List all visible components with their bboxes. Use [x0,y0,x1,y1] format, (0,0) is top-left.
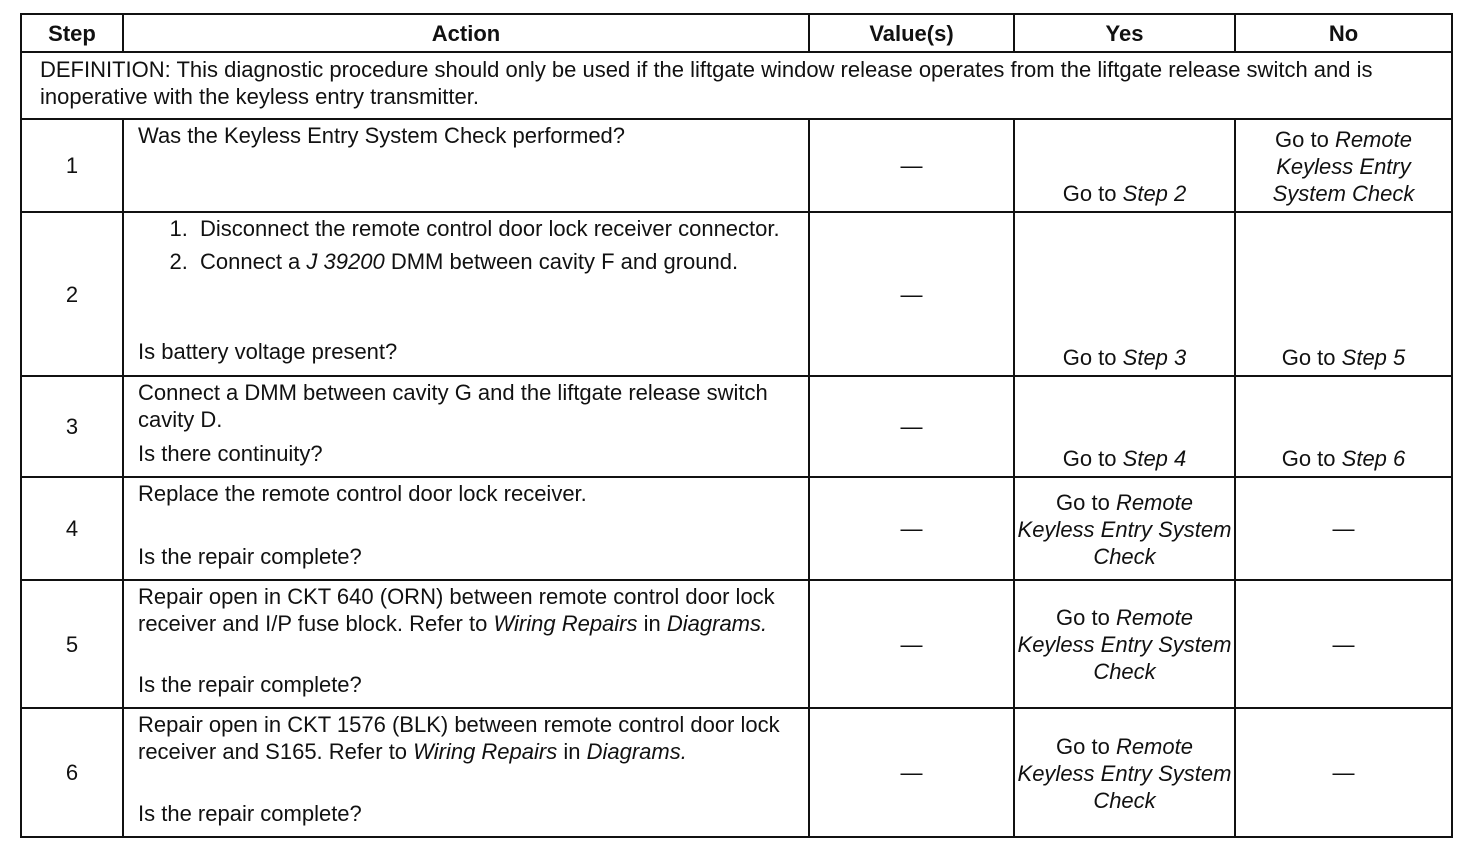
no-cell [1235,212,1452,376]
step-number: 5 [21,580,123,708]
step-number: 4 [21,477,123,580]
action-cell [123,708,809,837]
no-target: Step 5 [1341,345,1406,370]
step-number: 1 [21,119,123,212]
value-cell: — [809,477,1014,580]
wiring-repairs-ref: Wiring Repairs [413,739,558,764]
yes-target: Step 2 [1122,181,1187,206]
substep-text: Connect a [200,249,307,274]
yes-cell [1014,580,1235,708]
no-target: Step 6 [1341,446,1406,471]
substep [194,215,792,242]
yes-cell [1014,477,1235,580]
diagrams-ref: Diagrams. [666,611,768,636]
diagnostic-table [20,13,1453,838]
no-cell: — [1235,580,1452,708]
table-row [21,119,1452,212]
no-cell [1235,119,1452,212]
action-cell [123,119,809,212]
yes-target: Step 3 [1122,345,1187,370]
yes-target: Remote Keyless Entry System Check [1017,605,1232,684]
header-values: Value(s) [809,14,1014,52]
action-text: Repair open in CKT 1576 (BLK) between remote control door lock receiver and S165. Refer to Wiring Repairs in Diagrams. [138,712,780,764]
yes-cell [1014,376,1235,477]
table-row [21,212,1452,376]
yes-cell [1014,119,1235,212]
action-text: Repair open in CKT 640 (ORN) between remote control door lock receiver and I/P fuse block. Refer to Wiring Repairs in Diagrams. [138,584,775,636]
yes-target: Step 4 [1122,446,1187,471]
no-cell [1235,376,1452,477]
go-to-label: Go to [1281,446,1336,471]
go-to-label: Go to [1056,489,1110,515]
wiring-repairs-ref: Wiring Repairs [493,611,638,636]
table-row [21,477,1452,580]
go-to-label: Go to [1062,446,1117,471]
action-text: Replace the remote control door lock receiver. [138,481,587,506]
action-question: Is there continuity? [138,441,323,466]
table-row [21,580,1452,708]
action-text: Was the Keyless Entry System Check performed? [138,123,626,148]
go-to-label: Go to [1056,733,1110,759]
table-row [21,376,1452,477]
step-number: 3 [21,376,123,477]
value-cell: — [809,580,1014,708]
action-cell [123,477,809,580]
step-number: 2 [21,212,123,376]
action-cell [123,212,809,376]
value-cell: — [809,119,1014,212]
action-question: Is the repair complete? [138,672,362,697]
action-question: Is battery voltage present? [138,339,398,364]
tool-name: J 39200 [306,249,385,274]
header-no: No [1235,14,1452,52]
diagrams-ref: Diagrams. [586,739,687,764]
go-to-label: Go to [1275,126,1329,152]
header-row [21,14,1452,52]
definition-text: DEFINITION: This diagnostic procedure should only be used if the liftgate window release operates from the liftgate release switch and is inoperative with the keyless entry transmitter. [21,52,1452,119]
step-number: 6 [21,708,123,837]
table-row [21,708,1452,837]
yes-target: Remote Keyless Entry System Check [1017,489,1232,569]
substep-text: DMM between cavity F and ground. [384,249,739,274]
no-target: Remote Keyless Entry System Check [1272,126,1415,206]
yes-cell [1014,212,1235,376]
yes-target: Remote Keyless Entry System Check [1017,733,1232,813]
action-question: Is the repair complete? [138,801,362,826]
header-step: Step [21,14,123,52]
go-to-label: Go to [1281,345,1336,370]
no-cell: — [1235,477,1452,580]
action-question: Is the repair complete? [138,544,362,569]
header-yes: Yes [1014,14,1235,52]
go-to-label: Go to [1056,605,1110,630]
yes-cell [1014,708,1235,837]
go-to-label: Go to [1062,345,1117,370]
no-cell: — [1235,708,1452,837]
action-cell [123,580,809,708]
go-to-label: Go to [1062,181,1117,206]
substep-text: Disconnect the remote control door lock receiver connector. [200,216,780,241]
substep-list [138,215,792,281]
header-action: Action [123,14,809,52]
substep [194,248,792,275]
definition-row [21,52,1452,119]
value-cell: — [809,376,1014,477]
action-cell [123,376,809,477]
action-text: Connect a DMM between cavity G and the liftgate release switch cavity D. [138,380,768,432]
value-cell: — [809,212,1014,376]
value-cell: — [809,708,1014,837]
